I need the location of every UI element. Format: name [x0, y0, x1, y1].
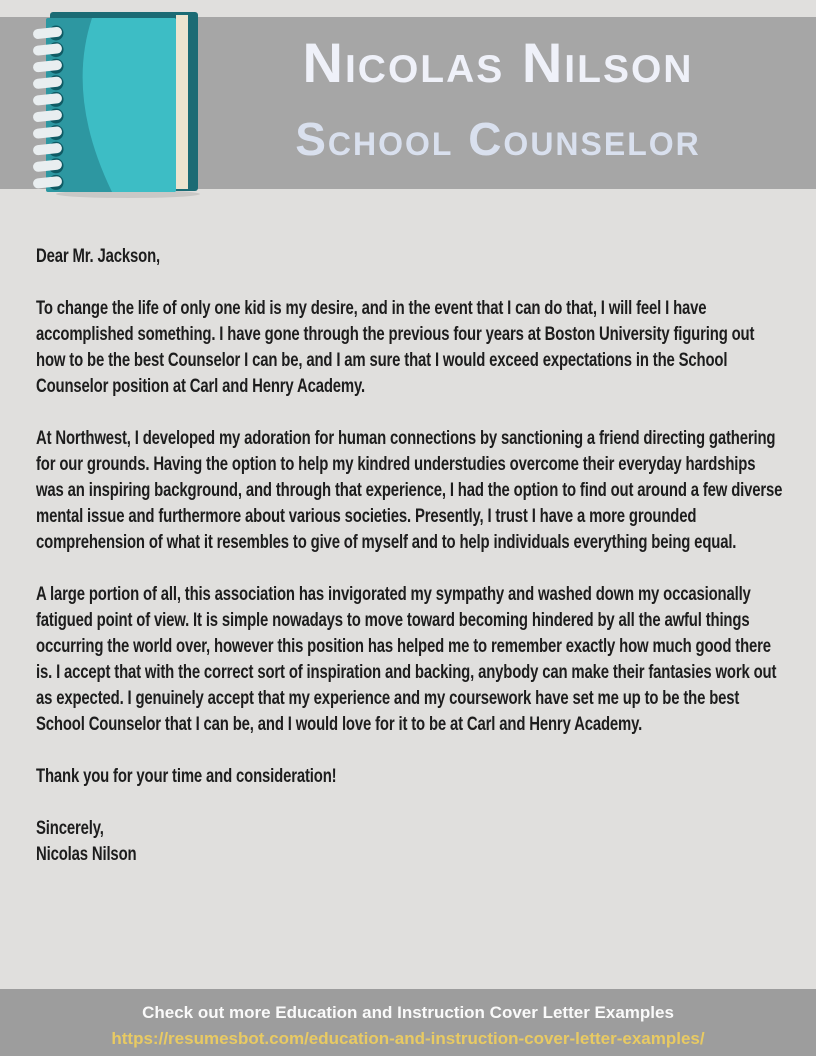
page-title: Nicolas Nilson	[302, 31, 694, 94]
paragraph-3: A large portion of all, this association has invigorated my sympathy and washed down my occasionally fatigued point of view. It is simple nowadays to move toward becoming hindered by all the awful things occurring the world over, however this position has helped me to remember exactly how much good there is. I accept that with the correct sort of inspiration and backing, anybody can make their fantasies work out as expected. I genuinely accept that my experience and my coursework have set me up to be the best School Counselor that I can be, and I would love for it to be at Carl and Henry Academy.	[36, 584, 777, 735]
footer-message: Check out more Education and Instruction Cover Letter Examples	[142, 1003, 674, 1022]
person-role-subtitle: School Counselor	[295, 113, 701, 165]
paragraph-2: At Northwest, I developed my adoration for human connections by sanctioning a friend directing gathering for our grounds. Having the option to help my kindred understudies overcome their everyday hardships was an inspiring background, and through that experience, I had the option to find out around a few diverse mental issue and furthermore about various societies. Presently, I trust I have a more grounded comprehension of what it resembles to give of myself and to help individuals everything being equal.	[36, 428, 783, 553]
salutation: Dear Mr. Jackson,	[36, 246, 161, 267]
footer-band	[0, 989, 816, 1056]
paragraph-1: To change the life of only one kid is my desire, and in the event that I can do that, I will feel I have accomplished something. I have gone through the previous four years at Boston University figuring out how to be the best Counselor I can be, and I am sure that I would exceed expectations in the School Counselor position at Carl and Henry Academy.	[36, 298, 755, 397]
thanks-line: Thank you for your time and consideration!	[36, 766, 337, 787]
notebook-icon	[30, 9, 202, 199]
signoff-line: Sincerely,	[36, 818, 104, 839]
signature-name: Nicolas Nilson	[36, 844, 137, 865]
footer-link[interactable]: https://resumesbot.com/education-and-instruction-cover-letter-examples/	[111, 1029, 705, 1048]
cover-letter-body	[36, 244, 782, 868]
